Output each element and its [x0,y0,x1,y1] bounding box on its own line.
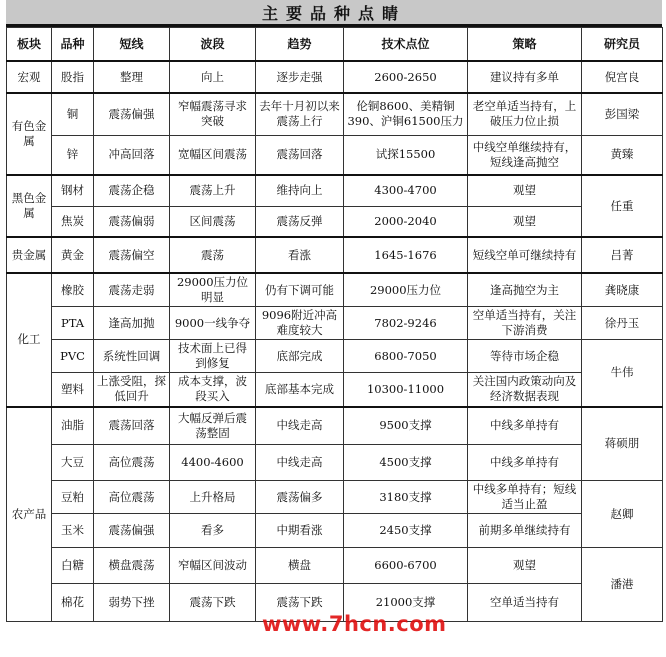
variety-cell: 锌 [52,135,94,175]
band-cell: 4400-4600 [170,445,256,481]
tech-level-cell: 1645-1676 [344,237,468,273]
table-row [7,307,663,340]
tech-level-cell: 试探15500 [344,135,468,175]
tech-level-cell: 21000支撑 [344,584,468,622]
band-cell: 向上 [170,61,256,93]
short-term-cell: 震荡偏强 [94,93,170,135]
short-term-cell: 震荡走弱 [94,273,170,307]
column-header-trend: 趋势 [256,28,344,62]
table-row [7,548,663,584]
strategy-cell: 前期多单继续持有 [468,514,582,548]
strategy-cell: 短线空单可继续持有 [468,237,582,273]
trend-cell: 震荡偏多 [256,481,344,514]
varieties-table [6,27,663,622]
column-header-variety: 品种 [52,28,94,62]
analyst-cell: 潘港 [582,548,663,622]
column-header-strategy: 策略 [468,28,582,62]
table-row [7,340,663,373]
sector-cell: 有色金属 [7,93,52,175]
strategy-cell: 中线多单持有 [468,407,582,445]
variety-cell: 黄金 [52,237,94,273]
analyst-cell: 吕菁 [582,237,663,273]
variety-cell: 塑料 [52,373,94,407]
short-term-cell: 弱势下挫 [94,584,170,622]
analyst-cell: 任重 [582,175,663,237]
trend-cell: 中线走高 [256,445,344,481]
strategy-cell: 关注国内政策动向及经济数据表现 [468,373,582,407]
variety-cell: 钢材 [52,175,94,206]
variety-cell: PVC [52,340,94,373]
trend-cell: 中期看涨 [256,514,344,548]
tech-level-cell: 4500支撑 [344,445,468,481]
variety-cell: 棉花 [52,584,94,622]
column-header-analyst: 研究员 [582,28,663,62]
table-row [7,445,663,481]
column-header-sector: 板块 [7,28,52,62]
analyst-cell: 徐丹玉 [582,307,663,340]
tech-level-cell: 2450支撑 [344,514,468,548]
strategy-cell: 建议持有多单 [468,61,582,93]
table-row [7,273,663,307]
tech-level-cell: 2600-2650 [344,61,468,93]
sector-cell: 贵金属 [7,237,52,273]
short-term-cell: 震荡偏强 [94,514,170,548]
trend-cell: 9096附近冲高难度较大 [256,307,344,340]
trend-cell: 震荡反弹 [256,206,344,237]
short-term-cell: 冲高回落 [94,135,170,175]
short-term-cell: 震荡偏弱 [94,206,170,237]
strategy-cell: 老空单适当持有，上破压力位止损 [468,93,582,135]
tech-level-cell: 29000压力位 [344,273,468,307]
short-term-cell: 整理 [94,61,170,93]
table-row [7,237,663,273]
header-row [7,28,663,62]
short-term-cell: 震荡企稳 [94,175,170,206]
table-row [7,135,663,175]
strategy-cell: 中线空单继续持有，短线逢高抛空 [468,135,582,175]
trend-cell: 看涨 [256,237,344,273]
tech-level-cell: 2000-2040 [344,206,468,237]
strategy-cell: 观望 [468,175,582,206]
tech-level-cell: 9500支撑 [344,407,468,445]
band-cell: 大幅反弹后震荡整固 [170,407,256,445]
sector-cell: 化工 [7,273,52,407]
strategy-cell: 空单适当持有，关注下游消费 [468,307,582,340]
short-term-cell: 震荡回落 [94,407,170,445]
table-row [7,584,663,622]
strategy-cell: 中线多单持有 [468,445,582,481]
trend-cell: 底部基本完成 [256,373,344,407]
band-cell: 上升格局 [170,481,256,514]
sector-cell: 宏观 [7,61,52,93]
trend-cell: 横盘 [256,548,344,584]
analyst-cell: 彭国梁 [582,93,663,135]
analyst-cell: 蒋硕朋 [582,407,663,481]
strategy-cell: 观望 [468,548,582,584]
band-cell: 窄幅震荡寻求突破 [170,93,256,135]
short-term-cell: 上涨受阻，探低回升 [94,373,170,407]
short-term-cell: 高位震荡 [94,481,170,514]
column-header-short: 短线 [94,28,170,62]
strategy-cell: 中线多单持有；短线适当止盈 [468,481,582,514]
variety-cell: 铜 [52,93,94,135]
tech-level-cell: 3180支撑 [344,481,468,514]
column-header-band: 波段 [170,28,256,62]
table-row [7,93,663,135]
tech-level-cell: 7802-9246 [344,307,468,340]
trend-cell: 震荡下跌 [256,584,344,622]
sector-cell: 农产品 [7,407,52,622]
variety-cell: 玉米 [52,514,94,548]
strategy-cell: 逢高抛空为主 [468,273,582,307]
band-cell: 震荡下跌 [170,584,256,622]
table-row [7,175,663,206]
tech-level-cell: 4300-4700 [344,175,468,206]
variety-cell: 股指 [52,61,94,93]
band-cell: 震荡 [170,237,256,273]
trend-cell: 底部完成 [256,340,344,373]
band-cell: 区间震荡 [170,206,256,237]
trend-cell: 中线走高 [256,407,344,445]
variety-cell: 大豆 [52,445,94,481]
variety-cell: PTA [52,307,94,340]
variety-cell: 橡胶 [52,273,94,307]
short-term-cell: 震荡偏空 [94,237,170,273]
short-term-cell: 逢高加抛 [94,307,170,340]
short-term-cell: 高位震荡 [94,445,170,481]
band-cell: 宽幅区间震荡 [170,135,256,175]
variety-cell: 豆粕 [52,481,94,514]
band-cell: 29000压力位明显 [170,273,256,307]
band-cell: 技术面上已得到修复 [170,340,256,373]
tech-level-cell: 6600-6700 [344,548,468,584]
table-row [7,373,663,407]
variety-cell: 油脂 [52,407,94,445]
analyst-cell: 牛伟 [582,340,663,407]
strategy-cell: 空单适当持有 [468,584,582,622]
band-cell: 窄幅区间波动 [170,548,256,584]
table-row [7,514,663,548]
band-cell: 成本支撑，波段买入 [170,373,256,407]
short-term-cell: 系统性回调 [94,340,170,373]
analyst-cell: 倪宫良 [582,61,663,93]
analyst-cell: 黄臻 [582,135,663,175]
strategy-cell: 等待市场企稳 [468,340,582,373]
table-row [7,407,663,445]
tech-level-cell: 10300-11000 [344,373,468,407]
analyst-cell: 赵卿 [582,481,663,548]
table-row [7,481,663,514]
table-row [7,61,663,93]
trend-cell: 逐步走强 [256,61,344,93]
variety-cell: 焦炭 [52,206,94,237]
site-watermark: www.7hcn.com [262,612,447,636]
sector-cell: 黑色金属 [7,175,52,237]
page-title: 主要品种点睛 [6,0,662,27]
trend-cell: 维持向上 [256,175,344,206]
band-cell: 看多 [170,514,256,548]
table-row [7,206,663,237]
variety-cell: 白糖 [52,548,94,584]
strategy-cell: 观望 [468,206,582,237]
trend-cell: 仍有下调可能 [256,273,344,307]
column-header-tech: 技术点位 [344,28,468,62]
tech-level-cell: 伦铜8600、美精铜390、沪铜61500压力 [344,93,468,135]
band-cell: 9000一线争夺 [170,307,256,340]
table-body [7,61,663,622]
trend-cell: 震荡回落 [256,135,344,175]
trend-cell: 去年十月初以来震荡上行 [256,93,344,135]
short-term-cell: 横盘震荡 [94,548,170,584]
analyst-cell: 龚晓康 [582,273,663,307]
table-header [7,28,663,62]
tech-level-cell: 6800-7050 [344,340,468,373]
band-cell: 震荡上升 [170,175,256,206]
